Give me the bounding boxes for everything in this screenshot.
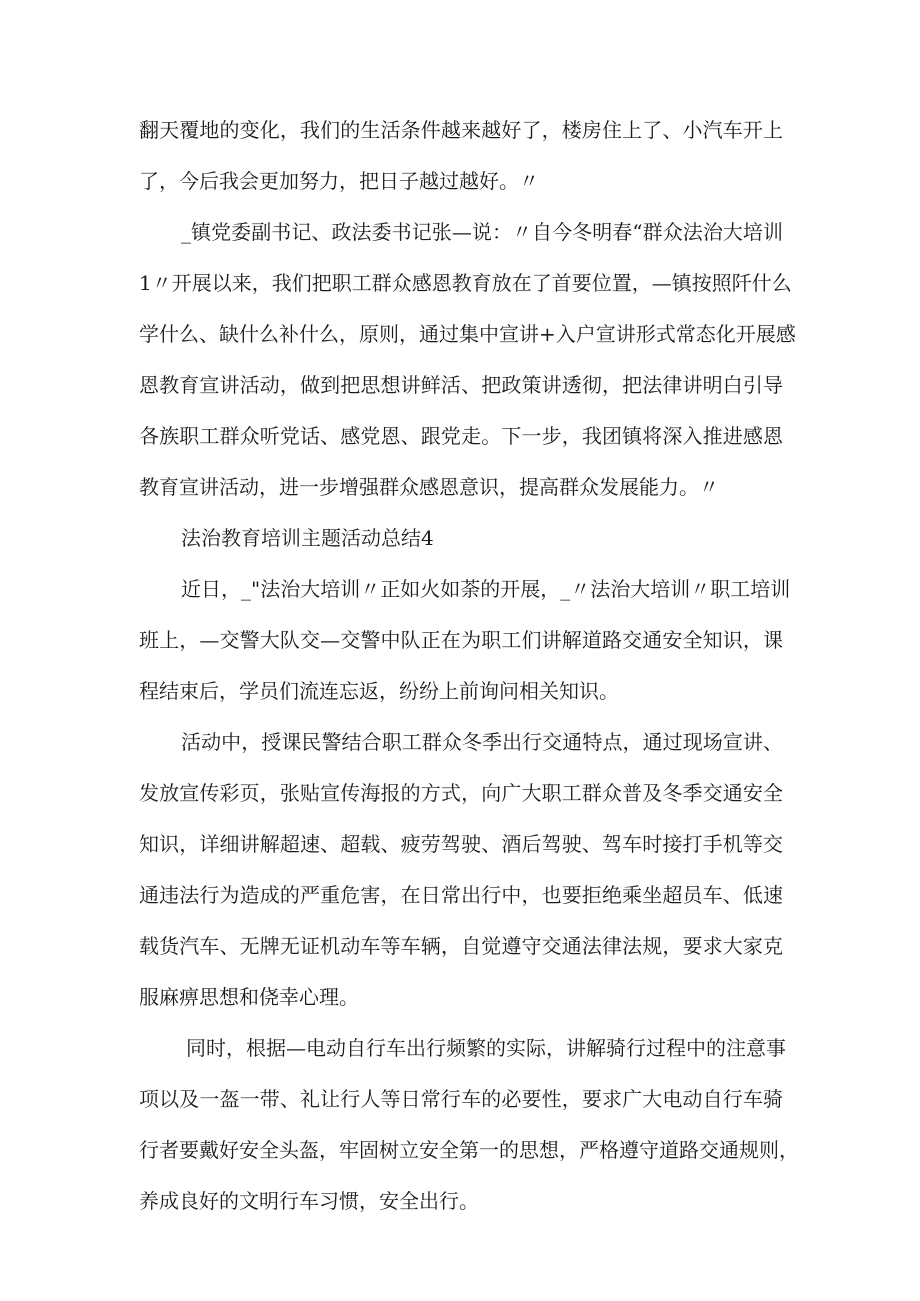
paragraph-2-line-5: 各族职工群众听党话、感党恩、跟党走。下一步，我团镇将深入推进感恩 [139,424,783,448]
paragraph-4-line-3: 知识，详细讲解超速、超载、疲劳驾驶、酒后驾驶、驾车时接打手机等交 [139,832,783,856]
paragraph-3-line-2: 班上，—交警大队交—交警中队正在为职工们讲解道路交通安全知识，课 [139,628,783,652]
section-heading: 法治教育培训主题活动总结4 [181,526,434,550]
paragraph-5-line-3: 行者要戴好安全头盔，牢固树立安全第一的思想，严格遵守道路交通规则， [139,1138,799,1162]
paragraph-2-line-2: 1〃开展以来，我们把职工群众感恩教育放在了首要位置，—镇按照阡什么 [139,271,792,295]
paragraph-5-line-4: 养成良好的文明行车习惯，安全出行。 [139,1189,479,1213]
paragraph-4-line-5: 载货汽车、无牌无证机动车等车辆，自觉遵守交通法律法规，要求大家克 [139,934,783,958]
paragraph-2-line-6: 教育宣讲活动，进一步增强群众感恩意识，提高群众发展能力。〃 [139,475,719,499]
paragraph-2-line-4: 恩教育宣讲活动，做到把思想讲鲜活、把政策讲透彻，把法律讲明白引导 [139,373,783,397]
paragraph-2-line-1: _镇党委副书记、政法委书记张—说：〃自今冬明春“群众法治大培训 [181,220,783,244]
paragraph-4-line-2: 发放宣传彩页，张贴宣传海报的方式，向广大职工群众普及冬季交通安全 [139,781,783,805]
paragraph-1-line-2: 了，今后我会更加努力，把日子越过越好。〃 [139,169,539,193]
paragraph-2-line-3: 学什么、缺什么补什么，原则，通过集中宣讲+入户宣讲形式常态化开展感 [139,322,796,346]
paragraph-4-line-4: 通违法行为造成的严重危害，在日常出行中，也要拒绝乘坐超员车、低速 [139,883,783,907]
paragraph-5-line-2: 项以及一盔一带、礼让行人等日常行车的必要性，要求广大电动自行车骑 [139,1087,783,1111]
paragraph-3-line-1: 近日，_"法治大培训〃正如火如荼的开展，_〃法治大培训〃职工培训 [181,577,791,601]
paragraph-3-line-3: 程结束后，学员们流连忘返，纷纷上前询问相关知识。 [139,679,619,703]
paragraph-5-line-1: 同时，根据—电动自行车出行频繁的实际，讲解骑行过程中的注意事 [186,1036,786,1060]
paragraph-4-line-6: 服麻痹思想和侥幸心理。 [139,985,359,1009]
paragraph-1-line-1: 翻天覆地的变化，我们的生活条件越来越好了，楼房住上了、小汽车开上 [139,118,783,142]
paragraph-4-line-1: 活动中，授课民警结合职工群众冬季出行交通特点，通过现场宣讲、 [181,730,783,754]
